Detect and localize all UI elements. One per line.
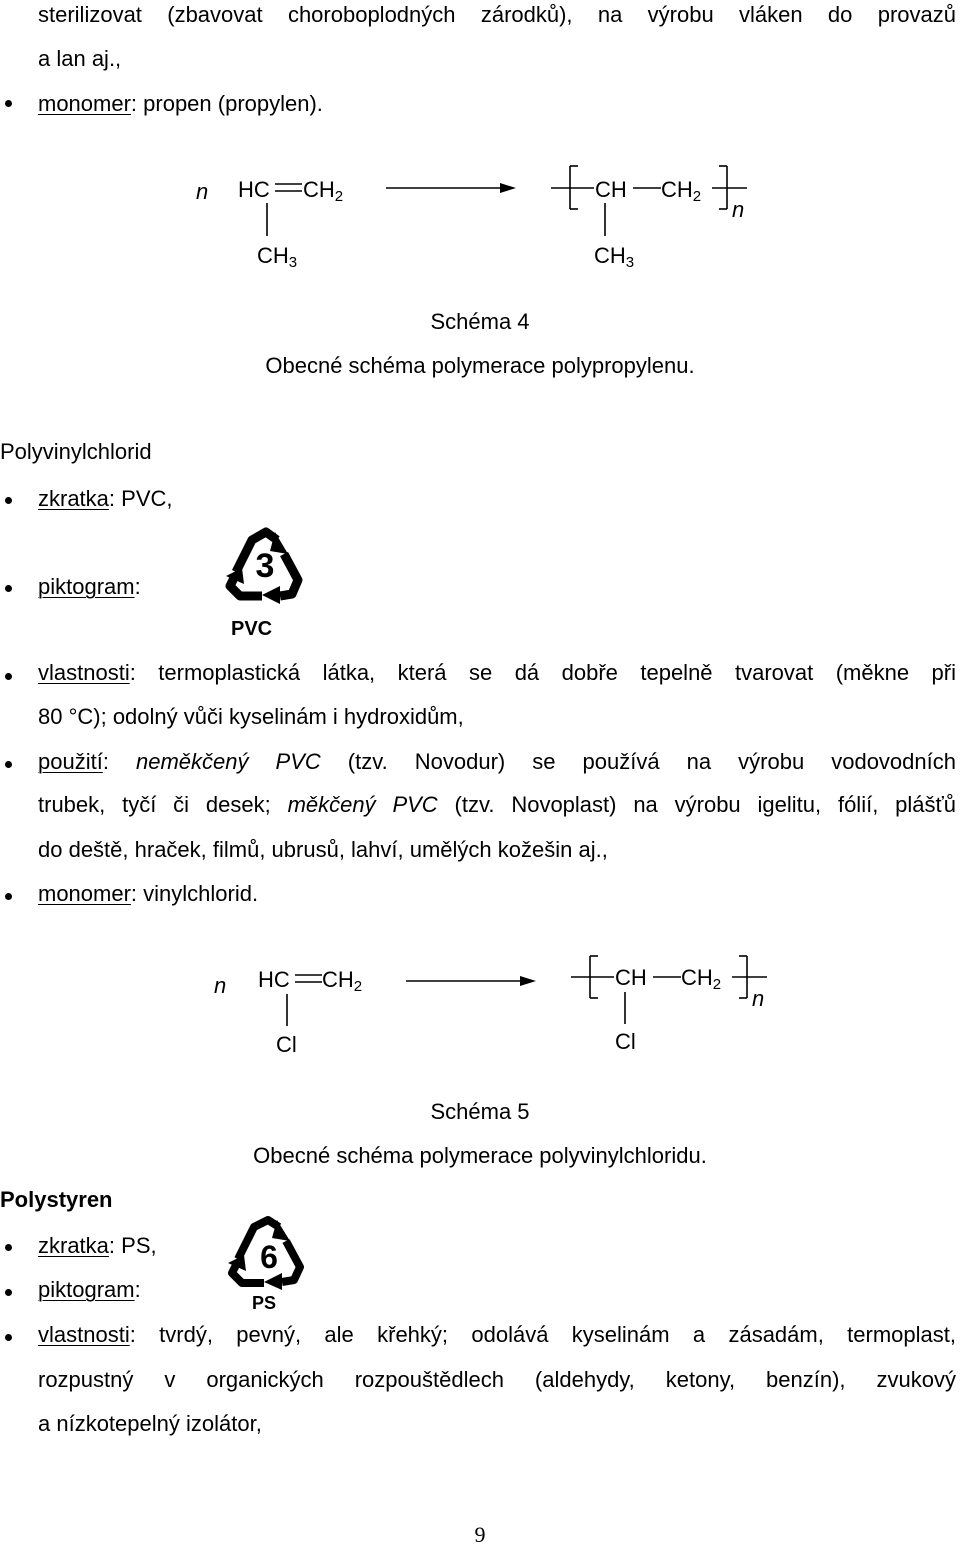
term-label: vlastnosti [38, 660, 130, 685]
text-line: do deště, hraček, filmů, ubrusů, lahví, umělých kožešin aj., [38, 837, 608, 862]
reactant-substituent: Cl [276, 1032, 297, 1057]
term-value: : tvrdý, pevný, ale křehký; odolává kyselinám a zásadám, termoplast, [129, 1322, 956, 1347]
scheme-5-caption: Obecné schéma polymerace polyvinylchloridu. [253, 1143, 707, 1168]
text-line: a nízkotepelný izolátor, [38, 1411, 262, 1436]
recycling-code: 6 [260, 1239, 278, 1275]
bullet [5, 1334, 12, 1341]
pictogram-label: PVC [231, 618, 273, 640]
product-substituent: $CH_3$ [594, 243, 635, 271]
reactant-substituent: $CH_3$ [257, 243, 298, 271]
repeat-n: n [732, 197, 745, 222]
section-heading-pvc: Polyvinylchlorid [0, 439, 152, 464]
product-ch: CH [615, 965, 647, 990]
text-fragment: (tzv. Novoplast) na výrobu igelitu, fólií, plášťů [437, 792, 956, 817]
stoich-n: n [214, 973, 227, 998]
scheme-4-caption: Obecné schéma polymerace polypropylenu. [265, 353, 695, 378]
italic-term: neměkčený PVC [135, 749, 321, 774]
recycling-code: 3 [255, 547, 275, 585]
product-ch2: $CH_2$ [661, 177, 702, 205]
term-label: zkratka [38, 486, 109, 511]
term-value: : propen (propylen). [130, 91, 323, 116]
stoich-n: n [196, 179, 209, 204]
text-line: rozpustný v organických rozpouštědlech (aldehydy, ketony, benzín), zvukový [38, 1367, 956, 1392]
text-line: 80 °C); odolný vůči kyselinám i hydroxidům, [38, 704, 464, 729]
term-value: : PS, [108, 1233, 157, 1258]
text-line: sterilizovat (zbavovat choroboplodných zárodků), na výrobu vláken do provazů [38, 2, 956, 27]
repeat-n: n [752, 986, 765, 1011]
term-label: piktogram [38, 574, 135, 599]
term-value: : vinylchlorid. [130, 881, 259, 906]
term-label: piktogram [38, 1277, 135, 1302]
section-heading-ps: Polystyren [0, 1187, 113, 1212]
term-label: použití [38, 749, 103, 774]
term-label: vlastnosti [38, 1322, 130, 1347]
bullet [5, 1244, 12, 1251]
term-label: zkratka [38, 1233, 109, 1258]
term-colon: : [134, 1277, 141, 1302]
reactant-ch2: $CH_2$ [322, 967, 363, 995]
product-substituent: Cl [615, 1029, 636, 1054]
list-item-pictogram [38, 1277, 141, 1303]
bullet [5, 1289, 12, 1296]
reactant-hc: HC [258, 967, 290, 992]
term-label: monomer [38, 881, 131, 906]
term-value: : PVC, [108, 486, 173, 511]
scheme-4-title: Schéma 4 [430, 309, 530, 334]
italic-term: měkčený PVC [287, 792, 438, 817]
product-ch: CH [595, 177, 627, 202]
text-fragment: trubek, tyčí či desek; [38, 792, 288, 817]
pictogram-label: PS [252, 1293, 277, 1313]
term-label: monomer [38, 91, 131, 116]
text-line: a lan aj., [38, 46, 122, 71]
list-item-abbreviation [38, 1233, 157, 1259]
term-value: : termoplastická látka, která se dá dobře tepelně tvarovat (měkne při [129, 660, 956, 685]
recycling-symbol-6-icon [226, 1213, 310, 1291]
list-item-properties [38, 1322, 956, 1348]
page-number: 9 [474, 1522, 486, 1547]
product-ch2: $CH_2$ [681, 965, 722, 993]
reactant-ch2: $CH_2$ [303, 177, 344, 205]
term-value: (tzv. Novodur) se používá na výrobu vodovodních [320, 749, 956, 774]
term-colon: : [102, 749, 136, 774]
term-colon: : [134, 574, 141, 599]
scheme-5-title: Schéma 5 [430, 1099, 530, 1124]
reactant-hc: HC [238, 177, 270, 202]
